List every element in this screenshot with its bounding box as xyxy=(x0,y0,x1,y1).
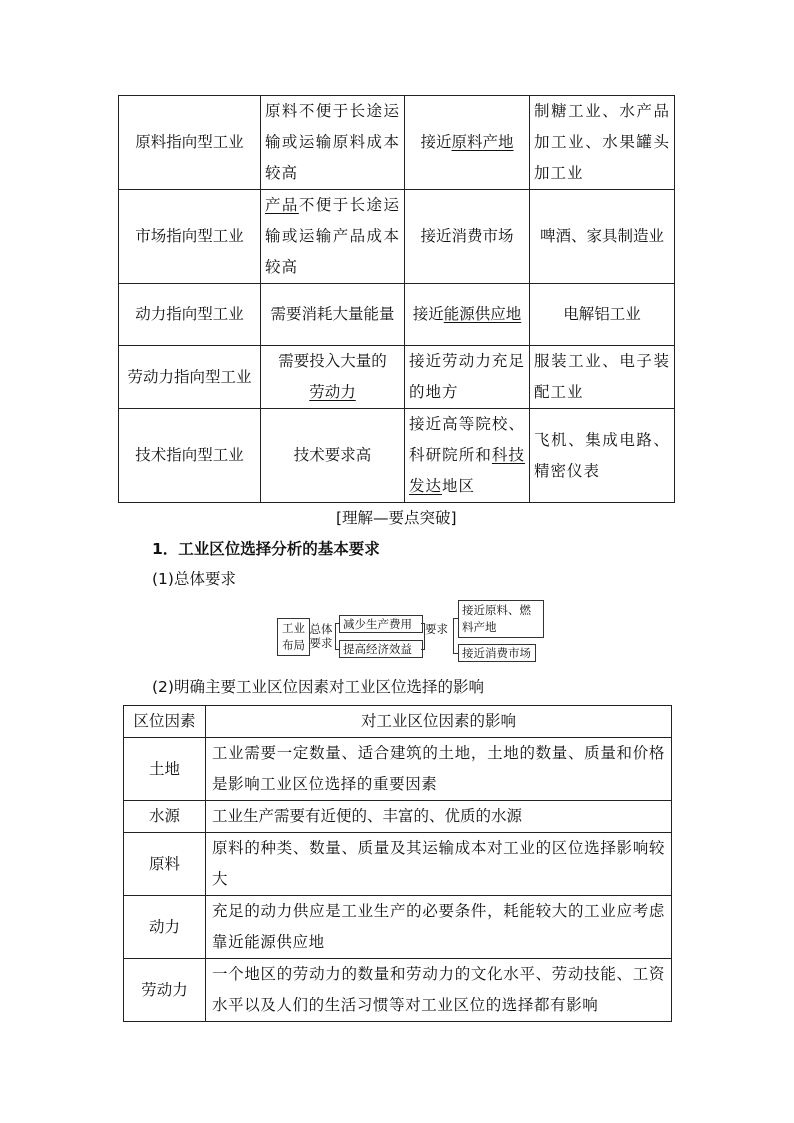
location-cell: 接近原料产地 xyxy=(405,96,530,190)
raise-benefit-box: 提高经济效益 xyxy=(339,640,423,658)
impact-cell: 工业需要一定数量、适合建筑的土地，土地的数量、质量和价格是影响工业区位选择的重要因素 xyxy=(206,738,672,801)
impact-cell: 一个地区的劳动力的数量和劳动力的文化水平、劳动技能、工资水平以及人们的生活习惯等对工业区位的选择都有影响 xyxy=(206,959,672,1022)
table-row xyxy=(124,959,672,1022)
table-header-row xyxy=(124,706,672,738)
industry-orientation-table xyxy=(118,95,675,503)
reason-cell: 原料不便于长途运输或运输原料成本较高 xyxy=(261,96,405,190)
reason-cell: 产品不便于长途运输或运输产品成本较高 xyxy=(261,190,405,284)
table-row xyxy=(124,801,672,833)
examples-cell: 飞机、集成电路、精密仪表 xyxy=(530,409,675,503)
location-cell: 接近消费市场 xyxy=(405,190,530,284)
examples-cell: 制糖工业、水产品加工业、水果罐头加工业 xyxy=(530,96,675,190)
table-row xyxy=(119,96,675,190)
industry-type: 原料指向型工业 xyxy=(119,96,261,190)
table-row xyxy=(119,346,675,409)
subheading-factors: (2)明确主要工业区位因素对工业区位选择的影响 xyxy=(152,678,484,696)
location-cell: 接近能源供应地 xyxy=(405,284,530,346)
subheading-overall: (1)总体要求 xyxy=(152,570,236,588)
examples-cell: 啤酒、家具制造业 xyxy=(530,190,675,284)
table-row xyxy=(124,833,672,896)
impact-cell: 工业生产需要有近便的、丰富的、优质的水源 xyxy=(206,801,672,833)
table-row xyxy=(119,409,675,503)
column-header: 区位因素 xyxy=(124,706,206,738)
industry-type: 技术指向型工业 xyxy=(119,409,261,503)
industry-type: 动力指向型工业 xyxy=(119,284,261,346)
column-header: 对工业区位因素的影响 xyxy=(206,706,672,738)
location-cell: 接近劳动力充足的地方 xyxy=(405,346,530,409)
table-row xyxy=(119,190,675,284)
industry-type: 劳动力指向型工业 xyxy=(119,346,261,409)
section-label: [理解—要点突破] xyxy=(336,509,457,527)
impact-cell: 原料的种类、数量、质量及其运输成本对工业的区位选择影响较大 xyxy=(206,833,672,896)
location-cell: 接近高等院校、科研院所和科技发达地区 xyxy=(405,409,530,503)
location-factor-table xyxy=(123,705,672,1022)
near-material-box: 接近原料、燃料产地 xyxy=(458,600,544,638)
heading-basic-requirements: 1．工业区位选择分析的基本要求 xyxy=(152,540,380,558)
reduce-cost-box: 减少生产费用 xyxy=(339,615,423,633)
near-market-box: 接近消费市场 xyxy=(458,644,536,662)
table-row xyxy=(119,284,675,346)
examples-cell: 服装工业、电子装配工业 xyxy=(530,346,675,409)
requirement-label: 要求 xyxy=(425,622,448,636)
impact-cell: 充足的动力供应是工业生产的必要条件，耗能较大的工业应考虑靠近能源供应地 xyxy=(206,896,672,959)
requirements-diagram xyxy=(277,600,547,662)
industry-layout-box: 工业布局 xyxy=(277,618,310,656)
reason-cell: 需要投入大量的 劳动力 xyxy=(261,346,405,409)
reason-cell: 需要消耗大量能量 xyxy=(261,284,405,346)
reason-cell: 技术要求高 xyxy=(261,409,405,503)
factor-cell: 动力 xyxy=(124,896,206,959)
overall-requirement-label: 总体要求 xyxy=(309,622,333,650)
factor-cell: 水源 xyxy=(124,801,206,833)
table-row xyxy=(124,738,672,801)
examples-cell: 电解铝工业 xyxy=(530,284,675,346)
factor-cell: 劳动力 xyxy=(124,959,206,1022)
factor-cell: 原料 xyxy=(124,833,206,896)
table-row xyxy=(124,896,672,959)
industry-type: 市场指向型工业 xyxy=(119,190,261,284)
factor-cell: 土地 xyxy=(124,738,206,801)
